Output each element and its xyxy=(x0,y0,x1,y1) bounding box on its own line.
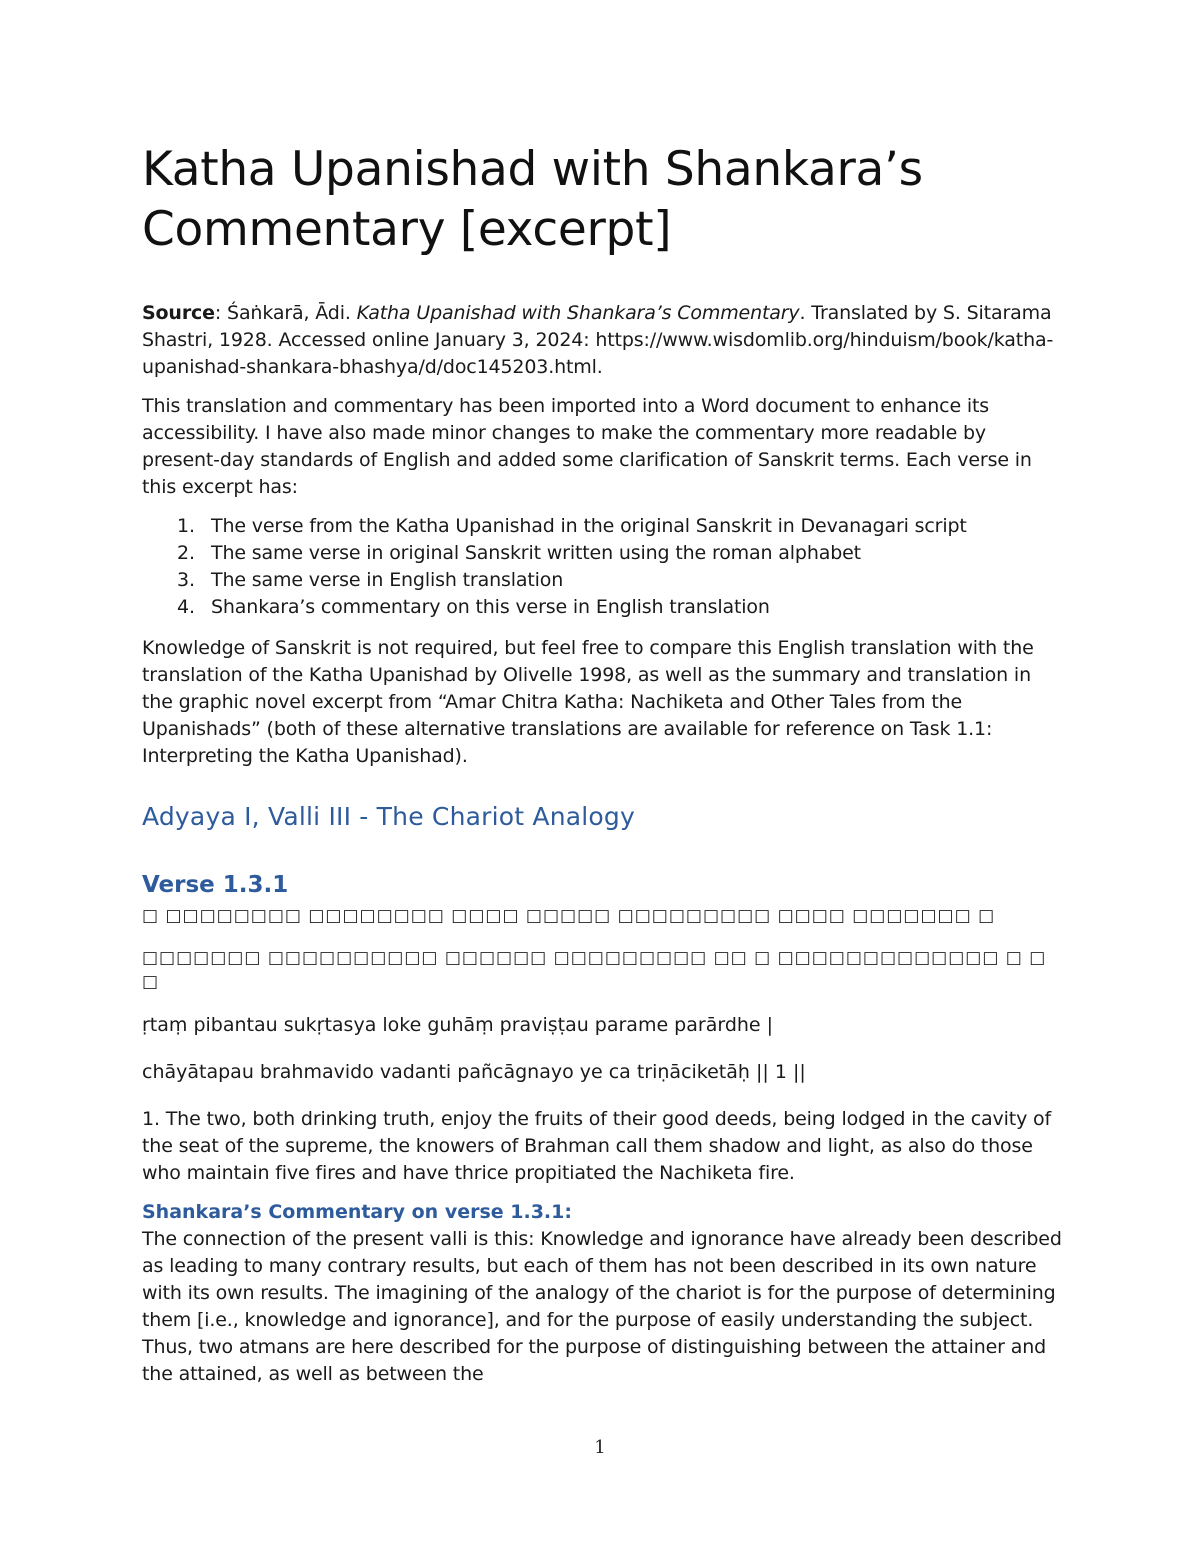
verse-translation: 1. The two, both drinking truth, enjoy the fruits of their good deeds, being lodged in the cavity of the seat of the supreme, the knowers of Brahman call them shadow and light, as also do those who maintain five fires and have thrice propitiated the Nachiketa fire. xyxy=(142,1108,1052,1184)
list-item xyxy=(142,540,1067,567)
source-work: Katha Upanishad with Shankara’s Commentary xyxy=(356,302,800,324)
list-number: 1. xyxy=(177,515,195,537)
source-paragraph xyxy=(142,300,1067,381)
list-item xyxy=(142,594,1067,621)
verse-heading: Verse 1.3.1 xyxy=(142,872,289,898)
page-number: 1 xyxy=(594,1437,606,1458)
verse-contents-list xyxy=(142,513,1067,621)
source-label: Source xyxy=(142,302,215,324)
list-number: 4. xyxy=(177,596,195,618)
knowledge-paragraph: Knowledge of Sanskrit is not required, but feel free to compare this English translation with the translation of the Katha Upanishad by Olivelle 1998, as well as the summary and translation in the graphic novel excerpt from “Amar Chitra Katha: Nachiketa and Other Tales from the Upanishads” (both of these alternative translations are available for reference on Task 1.1: Interpreting the Katha Upanishad). xyxy=(142,637,1034,767)
list-number: 2. xyxy=(177,542,195,564)
source-author: : Śaṅkarā, Ādi. xyxy=(214,302,357,324)
document-page xyxy=(142,140,1067,1400)
commentary-heading: Shankara’s Commentary on verse 1.3.1: xyxy=(142,1201,572,1223)
list-text: The same verse in English translation xyxy=(211,569,564,591)
list-number: 3. xyxy=(177,569,195,591)
intro-paragraph: This translation and commentary has been imported into a Word document to enhance its accessibility. I have also made minor changes to make the commentary more readable by present-day standards of English and added some clarification of Sanskrit terms. Each verse in this excerpt has: xyxy=(142,395,1032,498)
section-heading: Adyaya I, Valli III - The Chariot Analogy xyxy=(142,802,635,831)
list-text: The same verse in original Sanskrit written using the roman alphabet xyxy=(211,542,861,564)
source-details: . Translated by S. Sitarama Shastri, 1928. Accessed online January 3, 2024: https://www.wisdomlib.org/hinduism/book/katha-upanishad-shankara-bhashya/d/doc145203.html. xyxy=(142,302,1054,378)
list-text: Shankara’s commentary on this verse in English translation xyxy=(211,596,770,618)
list-item xyxy=(142,513,1067,540)
devanagari-line-2: □□□□□□□ □□□□□□□□□□ □□□□□□ □□□□□□□□□ □□ □ □□□□□□□□□□□□□ □ □ □ xyxy=(142,948,1047,992)
roman-line-2: chāyātapau brahmavido vadanti pañcāgnayo ye ca triṇāciketāḥ || 1 || xyxy=(142,1061,806,1083)
list-text: The verse from the Katha Upanishad in the original Sanskrit in Devanagari script xyxy=(211,515,967,537)
document-title: Katha Upanishad with Shankara’s Commentary [excerpt] xyxy=(142,142,923,257)
roman-line-1: ṛtaṃ pibantau sukṛtasya loke guhāṃ praviṣṭau parame parārdhe | xyxy=(142,1014,774,1036)
list-item xyxy=(142,567,1067,594)
commentary-text: The connection of the present valli is this: Knowledge and ignorance have already been described as leading to many contrary results, but each of them has not been described in its own nature with its own results. The imagining of the analogy of the chariot is for the purpose of determining them [i.e., knowledge and ignorance], and for the purpose of easily understanding the subject. Thus, two atmans are here described for the purpose of distinguishing between the attainer and the attained, as well as between the xyxy=(142,1228,1062,1385)
devanagari-line-1: □ □□□□□□□□ □□□□□□□□ □□□□ □□□□□ □□□□□□□□□ □□□□ □□□□□□□ □ xyxy=(142,906,996,926)
